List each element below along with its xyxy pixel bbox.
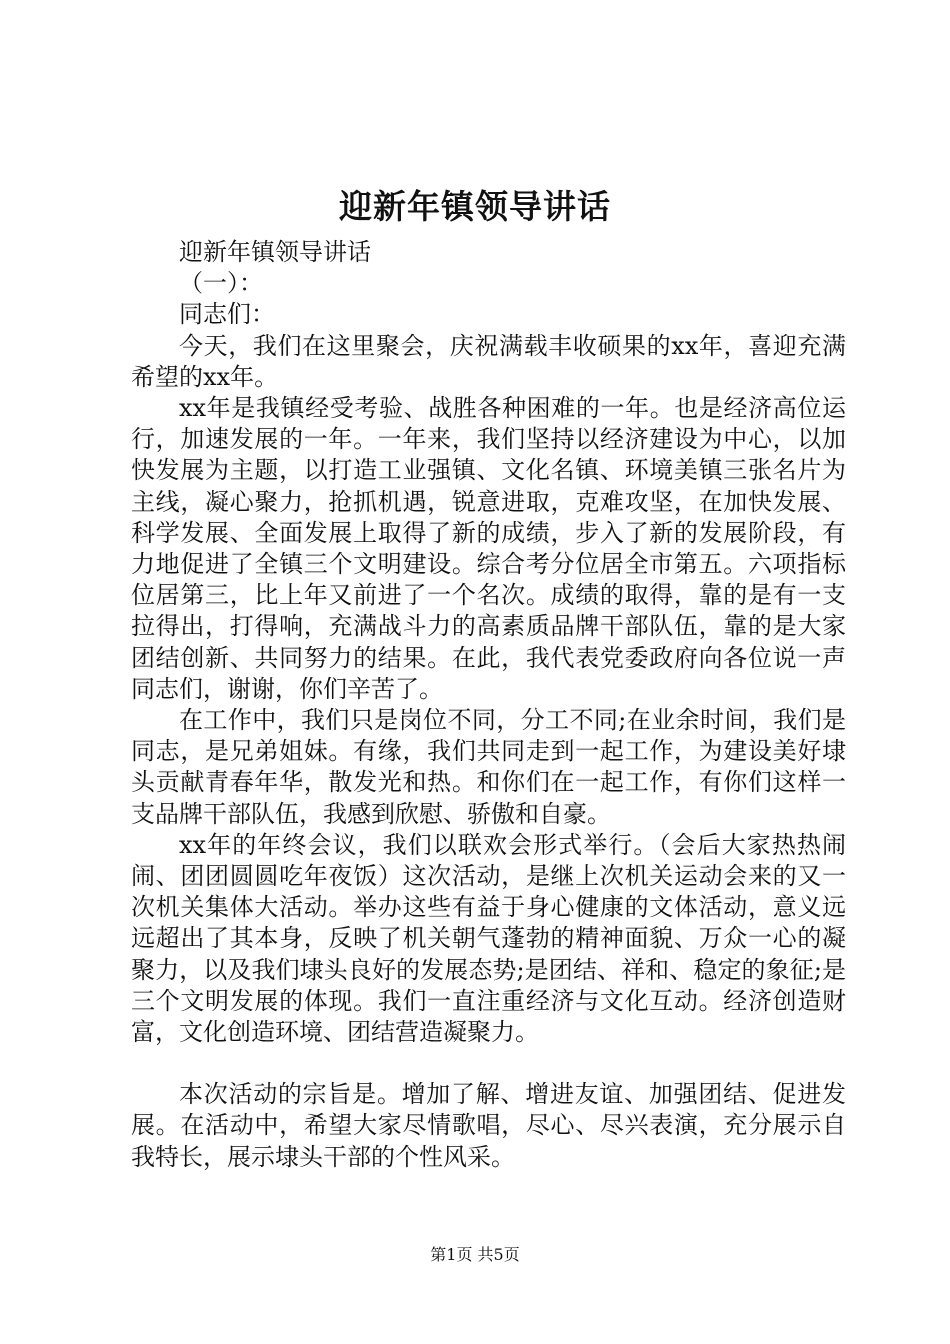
paragraph-heading: 迎新年镇领导讲话: [179, 238, 371, 266]
paragraph-year-end-meeting: xx年的年终会议，我们以联欢会形式举行。（会后大家热热闹闹、团团圆圆吃年夜饭）这次活动，是继上次机关运动会来的又一次机关集体大活动。举办这些有益于身心健康的文体活动，意义远远超出了其本身，反映了机关朝气蓬勃的精神面貌、万众一心的凝聚力，以及我们埭头良好的发展态势;是团结、祥和、稳定的象征;是三个文明发展的体现。我们一直注重经济与文化互动。经济创造财富，文化创造环境、团结营造凝聚力。: [131, 830, 846, 1047]
paragraph-achievements: xx年是我镇经受考验、战胜各种困难的一年。也是经济高位运行，加速发展的一年。一年来，我们坚持以经济建设为中心，以加快发展为主题，以打造工业强镇、文化名镇、环境美镇三张名片为主线，凝心聚力，抢抓机遇，锐意进取，克难攻坚，在加快发展、科学发展、全面发展上取得了新的成绩，步入了新的发展阶段，有力地促进了全镇三个文明建设。综合考分位居全市第五。六项指标位居第三，比上年又前进了一个名次。成绩的取得，靠的是有一支拉得出，打得响，充满战斗力的高素质品牌干部队伍，靠的是大家团结创新、共同努力的结果。在此，我代表党委政府向各位说一声同志们，谢谢，你们辛苦了。: [131, 394, 846, 703]
document-title: 迎新年镇领导讲话: [339, 187, 611, 226]
page-footer: 第1页 共5页: [430, 1245, 520, 1264]
paragraph-opening: 今天，我们在这里聚会，庆祝满载丰收硕果的xx年，喜迎充满希望的xx年。: [131, 331, 846, 391]
paragraph-colleagues: 在工作中，我们只是岗位不同，分工不同;在业余时间，我们是同志，是兄弟姐妹。有缘，我们共同走到一起工作，为建设美好埭头贡献青春年华，散发光和热。和你们在一起工作，有你们这样一支品牌干部队伍，我感到欣慰、骄傲和自豪。: [131, 706, 846, 828]
document-body: [131, 237, 846, 1173]
paragraph-salutation: 同志们：: [179, 300, 275, 329]
paragraph-section-marker: （一）：: [179, 269, 263, 298]
paragraph-activity-purpose: 本次活动的宗旨是。增加了解、增进友谊、加强团结、促进发展。在活动中，希望大家尽情歌唱，尽心、尽兴表演，充分展示自我特长，展示埭头干部的个性风采。: [131, 1080, 846, 1171]
